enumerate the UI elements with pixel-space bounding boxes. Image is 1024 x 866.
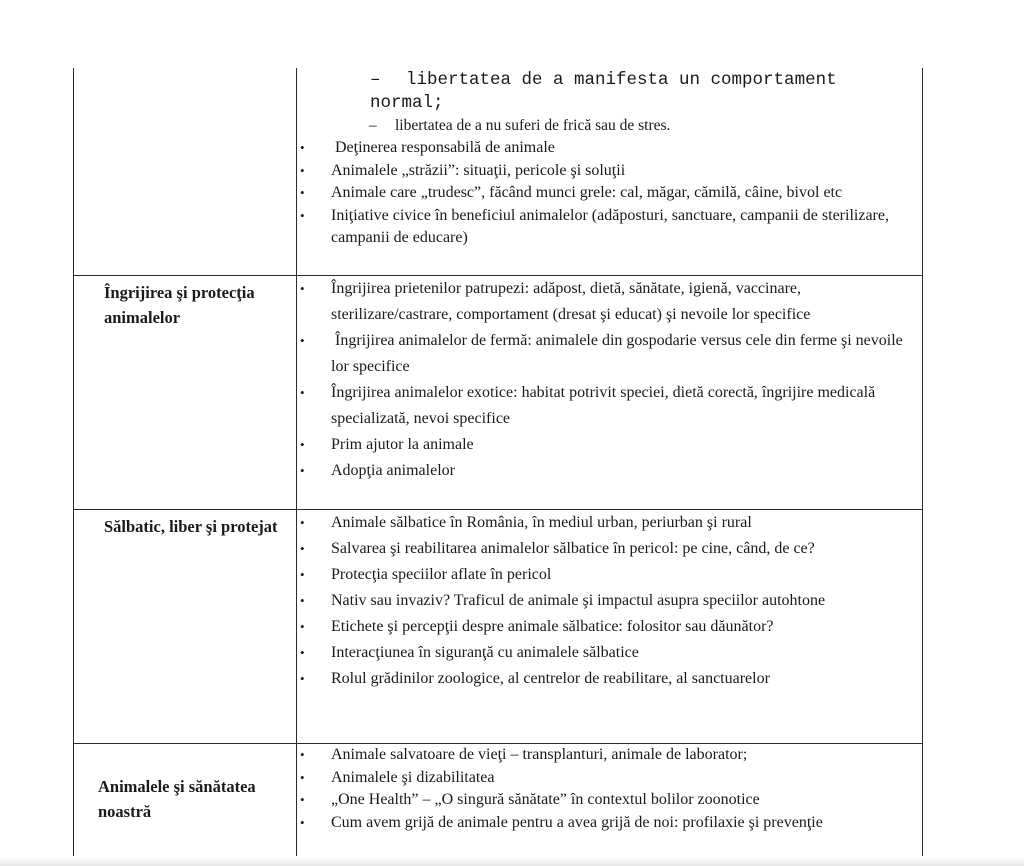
bullet-icon: • [300, 333, 305, 348]
content-cell [297, 744, 923, 857]
list-item: • Rolul grădinilor zoologice, al centrelor de reabilitare, al sanctuarelor [297, 666, 922, 692]
bullet-icon: • [300, 567, 305, 582]
bullet-icon: • [300, 619, 305, 634]
list-item: • Îngrijirea prietenilor patrupezi: adăpost, dietă, sănătate, igienă, vaccinare, sterilizare/castrare, comportament (dresat şi educat) şi nevoile lor specifice [297, 276, 922, 328]
bullet-icon: • [300, 541, 305, 556]
bullet-icon: • [300, 207, 305, 223]
table-row [74, 276, 923, 510]
list-item: • Salvarea şi reabilitarea animalelor sălbatice în pericol: pe cine, când, de ce? [297, 536, 922, 562]
page-bottom-shadow [0, 856, 1024, 866]
table-row [74, 68, 923, 276]
topic-list [297, 137, 922, 250]
list-item: • Animale care „trudesc”, făcând munci grele: cal, măgar, cămilă, câine, bivol etc [297, 182, 922, 205]
bullet-icon: • [300, 185, 305, 200]
list-item: • Nativ sau invaziv? Traficul de animale şi impactul asupra speciilor autohtone [297, 588, 922, 614]
bullet-icon: • [300, 671, 305, 686]
bullet-icon: • [300, 437, 305, 452]
list-item: • Cum avem grijă de animale pentru a avea grijă de noi: profilaxie şi prevenţie [297, 812, 922, 835]
bullet-icon: • [300, 140, 305, 155]
bullet-icon: • [300, 463, 305, 478]
topic-cell [74, 510, 297, 744]
topic-heading: Îngrijirea şi protecţia animalelor [104, 283, 255, 327]
list-item: • Adopţia animalelor [297, 458, 922, 484]
list-item: • Etichete şi percepţii despre animale sălbatice: folositor sau dăunător? [297, 614, 922, 640]
bullet-icon: • [300, 515, 305, 530]
topic-cell [74, 744, 297, 857]
bullet-icon: • [300, 769, 305, 785]
list-item: • Animalele şi dizabilitatea [297, 767, 922, 790]
table-row [74, 744, 923, 857]
bullet-icon: • [300, 814, 305, 830]
list-item: • Deţinerea responsabilă de animale [297, 137, 922, 160]
list-item: • Protecţia speciilor aflate în pericol [297, 562, 922, 588]
topic-heading: Animalele şi sănătatea noastră [98, 777, 256, 821]
freedom-item: – libertatea de a nu suferi de frică sau de stres. [297, 115, 922, 137]
bullet-icon: • [300, 747, 305, 762]
topic-cell [74, 276, 297, 510]
list-item: • Prim ajutor la animale [297, 432, 922, 458]
bullet-icon: • [300, 162, 305, 178]
list-item: • Animale sălbatice în România, în mediul urban, periurban şi rural [297, 510, 922, 536]
freedom-item: – libertatea de a manifesta un comportament [370, 70, 837, 90]
freedom-item-continuation: normal; [370, 93, 444, 113]
list-item: • Interacţiunea în siguranţă cu animalele sălbatice [297, 640, 922, 666]
list-item: • Iniţiative civice în beneficiul animalelor (adăposturi, sanctuare, campanii de sterilizare, campanii de educare) [300, 206, 889, 246]
topic-list [297, 510, 922, 692]
table-row [74, 510, 923, 744]
content-cell [297, 276, 923, 510]
list-item: • Animalele „străzii”: situaţii, pericole şi soluţii [297, 160, 922, 183]
list-item: • Îngrijirea animalelor exotice: habitat potrivit speciei, dietă corectă, îngrijire medicală specializată, nevoi specifice [297, 380, 922, 432]
topic-list [297, 744, 922, 834]
list-item: • Animale salvatoare de vieţi – transplanturi, animale de laborator; [297, 744, 922, 767]
topic-list [297, 276, 922, 484]
bullet-icon: • [300, 593, 305, 608]
topic-heading: Sălbatic, liber şi protejat [104, 517, 278, 536]
topic-cell-empty [74, 68, 297, 276]
content-cell [297, 68, 923, 276]
bullet-icon: • [300, 792, 305, 807]
curriculum-table [73, 68, 923, 857]
list-item: • „One Health” – „O singură sănătate” în contextul bolilor zoonotice [297, 789, 922, 812]
list-item: • Îngrijirea animalelor de fermă: animalele din gospodarie versus cele din ferme şi nevoile lor specifice [297, 328, 922, 380]
bullet-icon: • [300, 645, 305, 660]
bullet-icon: • [300, 281, 305, 296]
dash-marker: – [369, 117, 377, 134]
bullet-icon: • [300, 385, 305, 400]
content-cell [297, 510, 923, 744]
dash-marker: – [370, 70, 381, 90]
